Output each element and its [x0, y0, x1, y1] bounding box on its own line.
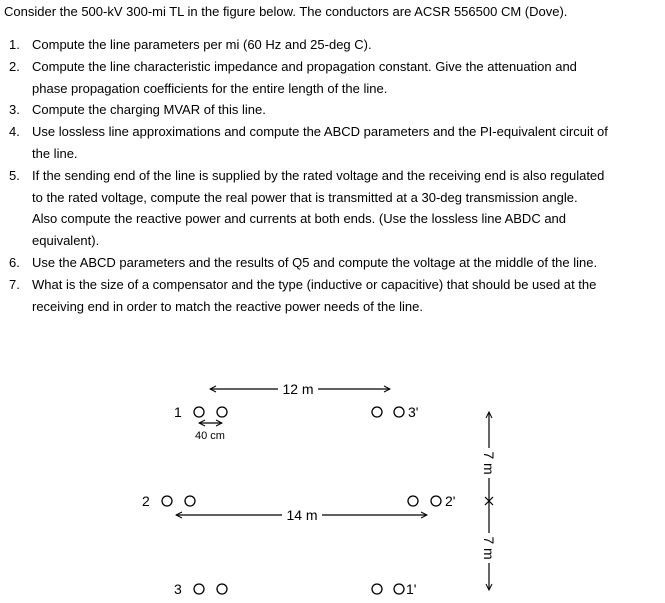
question-text: What is the size of a compensator and the type (inductive or capacitive) that should be used at the	[32, 276, 597, 292]
conductor-2p-a	[408, 496, 418, 506]
question-number: 6.	[9, 255, 20, 270]
label-1p: 1'	[406, 581, 417, 597]
question-text: Compute the line characteristic impedance and propagation constant. Give the attenuation and	[32, 58, 577, 74]
question-text: Compute the charging MVAR of this line.	[32, 102, 266, 118]
question-text: Use lossless line approximations and compute the ABCD parameters and the PI-equivalent circuit of	[32, 124, 608, 140]
conductor-3b	[217, 584, 227, 594]
question-number: 3.	[9, 102, 20, 118]
label-12m: 12 m	[282, 381, 314, 397]
conductor-1a	[194, 407, 204, 417]
label-7m-upper: 7 m	[481, 451, 497, 475]
question-text: Compute the line parameters per mi (60 Hz and 25-deg C).	[32, 37, 372, 52]
question-text: phase propagation coefficients for the entire length of the line.	[32, 80, 388, 96]
conductor-1b	[217, 407, 227, 417]
question-number: 5.	[9, 167, 20, 183]
conductor-3a	[194, 584, 204, 594]
label-1: 1	[174, 404, 182, 420]
conductor-1p-b	[394, 584, 404, 594]
conductor-2p-b	[431, 496, 441, 506]
question-text: the line.	[32, 146, 78, 161]
question-text: Use the ABCD parameters and the results of Q5 and compute the voltage at the middle of the line.	[32, 255, 598, 270]
question-text: receiving end in order to match the reactive power needs of the line.	[32, 298, 423, 314]
question-number: 2.	[9, 58, 20, 74]
question-text: If the sending end of the line is supplied by the rated voltage and the receiving end is also regulated	[32, 167, 605, 183]
label-2: 2	[142, 493, 150, 509]
conductor-3p-b	[394, 407, 404, 417]
label-7m-lower: 7 m	[481, 536, 497, 560]
conductor-3p-a	[372, 407, 382, 417]
conductor-2a	[162, 496, 172, 506]
label-2p: 2'	[445, 493, 456, 509]
conductor-2b	[185, 496, 195, 506]
intro-text: Consider the 500-kV 300-mi TL in the figure below. The conductors are ACSR 556500 CM (Dove).	[4, 4, 568, 19]
question-text: Also compute the reactive power and currents at both ends. (Use the lossless line ABDC and	[32, 211, 567, 227]
question-text: to the rated voltage, compute the real power that is transmitted at a 30-deg transmission angle.	[32, 189, 578, 205]
label-14m: 14 m	[286, 507, 318, 523]
label-3p: 3'	[408, 404, 419, 420]
label-3: 3	[174, 581, 182, 597]
question-number: 1.	[9, 37, 20, 52]
question-text: equivalent).	[32, 233, 100, 249]
conductor-1p-a	[372, 584, 382, 594]
label-40cm: 40 cm	[195, 430, 225, 442]
question-number: 4.	[9, 124, 20, 140]
question-number: 7.	[9, 276, 20, 292]
